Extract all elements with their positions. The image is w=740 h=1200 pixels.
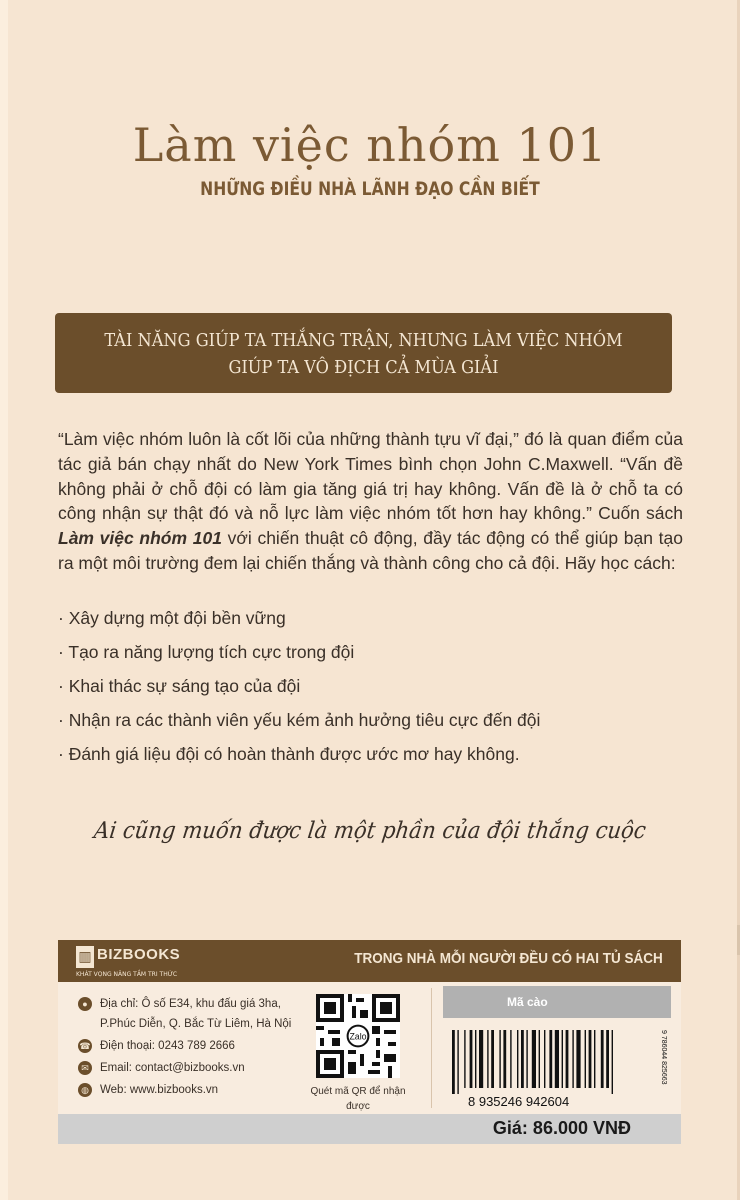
contact-info (78, 994, 308, 1102)
barcode-bar (562, 1030, 563, 1088)
price: Giá: 86.000 VNĐ (492, 1118, 631, 1138)
barcode-bar (457, 1030, 458, 1094)
barcode-bar (470, 1030, 473, 1088)
barcode-bar (526, 1030, 527, 1088)
book-subtitle: NHỮNG ĐIỀU NHÀ LÃNH ĐẠO CẦN BIẾT (200, 178, 540, 200)
address-row-2 (78, 1014, 308, 1034)
barcode-bar (532, 1030, 536, 1088)
bizbooks-logo (76, 946, 181, 978)
barcode-bar (491, 1030, 494, 1088)
handwritten-quote: Ai cũng muốn được là một phần của đội thắng cuộc (92, 818, 648, 844)
highlight-banner (55, 313, 672, 393)
publisher-slogan: TRONG NHÀ MỖI NGƯỜI ĐỀU CÓ HAI TỦ SÁCH (354, 950, 663, 967)
barcode-bar (606, 1030, 609, 1088)
barcode-bar (503, 1030, 506, 1088)
qr-caption-line-1: Quét mã QR để nhận được (310, 1086, 406, 1112)
bullet-item: · Nhận ra các thành viên yếu kém ảnh hưởng tiêu cực đến đội (58, 710, 541, 730)
phone-icon: ☎ (79, 1041, 91, 1051)
barcode-number: 8 935246 942604 (468, 1094, 570, 1108)
barcode-bar (555, 1030, 559, 1088)
bullet-list (58, 606, 698, 776)
barcode-bar (544, 1030, 545, 1088)
barcode-bar (612, 1030, 613, 1094)
description-part-1: “Làm việc nhóm luôn là cốt lõi của những thành tựu vĩ đại,” đó là quan điểm của tác giả bán chạy nhất do New York Times bình chọn John C.Maxwell. “Vấn đề không phải ở chỗ đội có làm gia tăng giá trị hay không. Vấn đề là ở chỗ ta có công nhận sự thật đó và nỗ lực làm việc nhóm tốt hơn hay không.” Cuốn sách (58, 429, 683, 524)
footer-divider (431, 988, 432, 1108)
email-icon: ✉ (78, 1061, 92, 1075)
barcode-bar (576, 1030, 580, 1088)
barcode (448, 1028, 668, 1108)
bullet-item: · Xây dựng một đội bền vững (58, 608, 286, 628)
barcode-bar (521, 1030, 524, 1088)
bullet-item: · Tạo ra năng lượng tích cực trong đội (58, 642, 355, 662)
email-text: Email: contact@bizbooks.vn (100, 1062, 245, 1074)
barcode-bar (510, 1030, 511, 1088)
book-name-emphasis: Làm việc nhóm 101 (58, 528, 222, 549)
barcode-bar (572, 1030, 573, 1088)
price-bar (58, 1114, 681, 1144)
barcode-bar (549, 1030, 552, 1088)
barcode-bar (479, 1030, 483, 1088)
qr-code[interactable] (316, 994, 400, 1078)
address-row (78, 994, 308, 1014)
barcode-bar (566, 1030, 569, 1088)
book-icon: ▥ (76, 946, 94, 968)
email-row (78, 1058, 308, 1078)
barcode-bar (517, 1030, 518, 1088)
description-part-2: với chiến thuật cô động, đầy tác động có thể giúp bạn tạo ra một môi trường đem lại chiến thắng và thành công cho cả đội. Hãy học cách: (58, 528, 683, 573)
address-line-2: P.Phúc Diễn, Q. Bắc Từ Liêm, Hà Nội (100, 1018, 292, 1030)
publisher-footer (58, 940, 681, 1143)
barcode-bar (594, 1030, 595, 1088)
scratch-code-box[interactable]: Mã cào (443, 986, 671, 1018)
barcode-bar (601, 1030, 604, 1088)
globe-icon: ◍ (78, 1083, 92, 1097)
banner-line-1: TÀI NĂNG GIÚP TA THẮNG TRẬN, NHƯNG LÀM VIỆC NHÓM (104, 330, 623, 351)
qr-center-label: Zalo (349, 1031, 367, 1042)
web-row (78, 1080, 308, 1100)
description-paragraph (58, 427, 683, 576)
barcode-bar (487, 1030, 488, 1088)
phone-text: Điện thoại: 0243 789 2666 (100, 1040, 235, 1052)
web-text: Web: www.bizbooks.vn (100, 1084, 219, 1096)
book-title: Làm việc nhóm 101 (132, 118, 608, 172)
barcode-bar (539, 1030, 540, 1088)
barcode-bar (464, 1030, 465, 1088)
spine-edge (0, 0, 8, 1200)
location-pin-icon: ● (78, 997, 92, 1011)
phone-row (78, 1036, 308, 1056)
barcode-bar (585, 1030, 586, 1088)
footer-bar (58, 940, 681, 982)
address-line-1: Địa chỉ: Ô số E34, khu đấu giá 3ha, (100, 998, 281, 1010)
banner-line-2: GIÚP TA VÔ ĐỊCH CẢ MÙA GIẢI (228, 357, 499, 378)
isbn-vertical: 9 786044 825663 (660, 1030, 667, 1085)
bullet-item: · Đánh giá liệu đội có hoàn thành được ước mơ hay không. (58, 744, 520, 764)
logo-name: BIZBOOKS (97, 946, 181, 963)
bullet-item: · Khai thác sự sáng tạo của đội (58, 676, 301, 696)
barcode-bars (452, 1030, 613, 1094)
barcode-bar (452, 1030, 455, 1094)
barcode-bar (499, 1030, 500, 1088)
barcode-bar (589, 1030, 592, 1088)
barcode-bar (475, 1030, 476, 1088)
logo-tagline: KHÁT VỌNG NÂNG TẦM TRI THỨC (76, 971, 178, 978)
